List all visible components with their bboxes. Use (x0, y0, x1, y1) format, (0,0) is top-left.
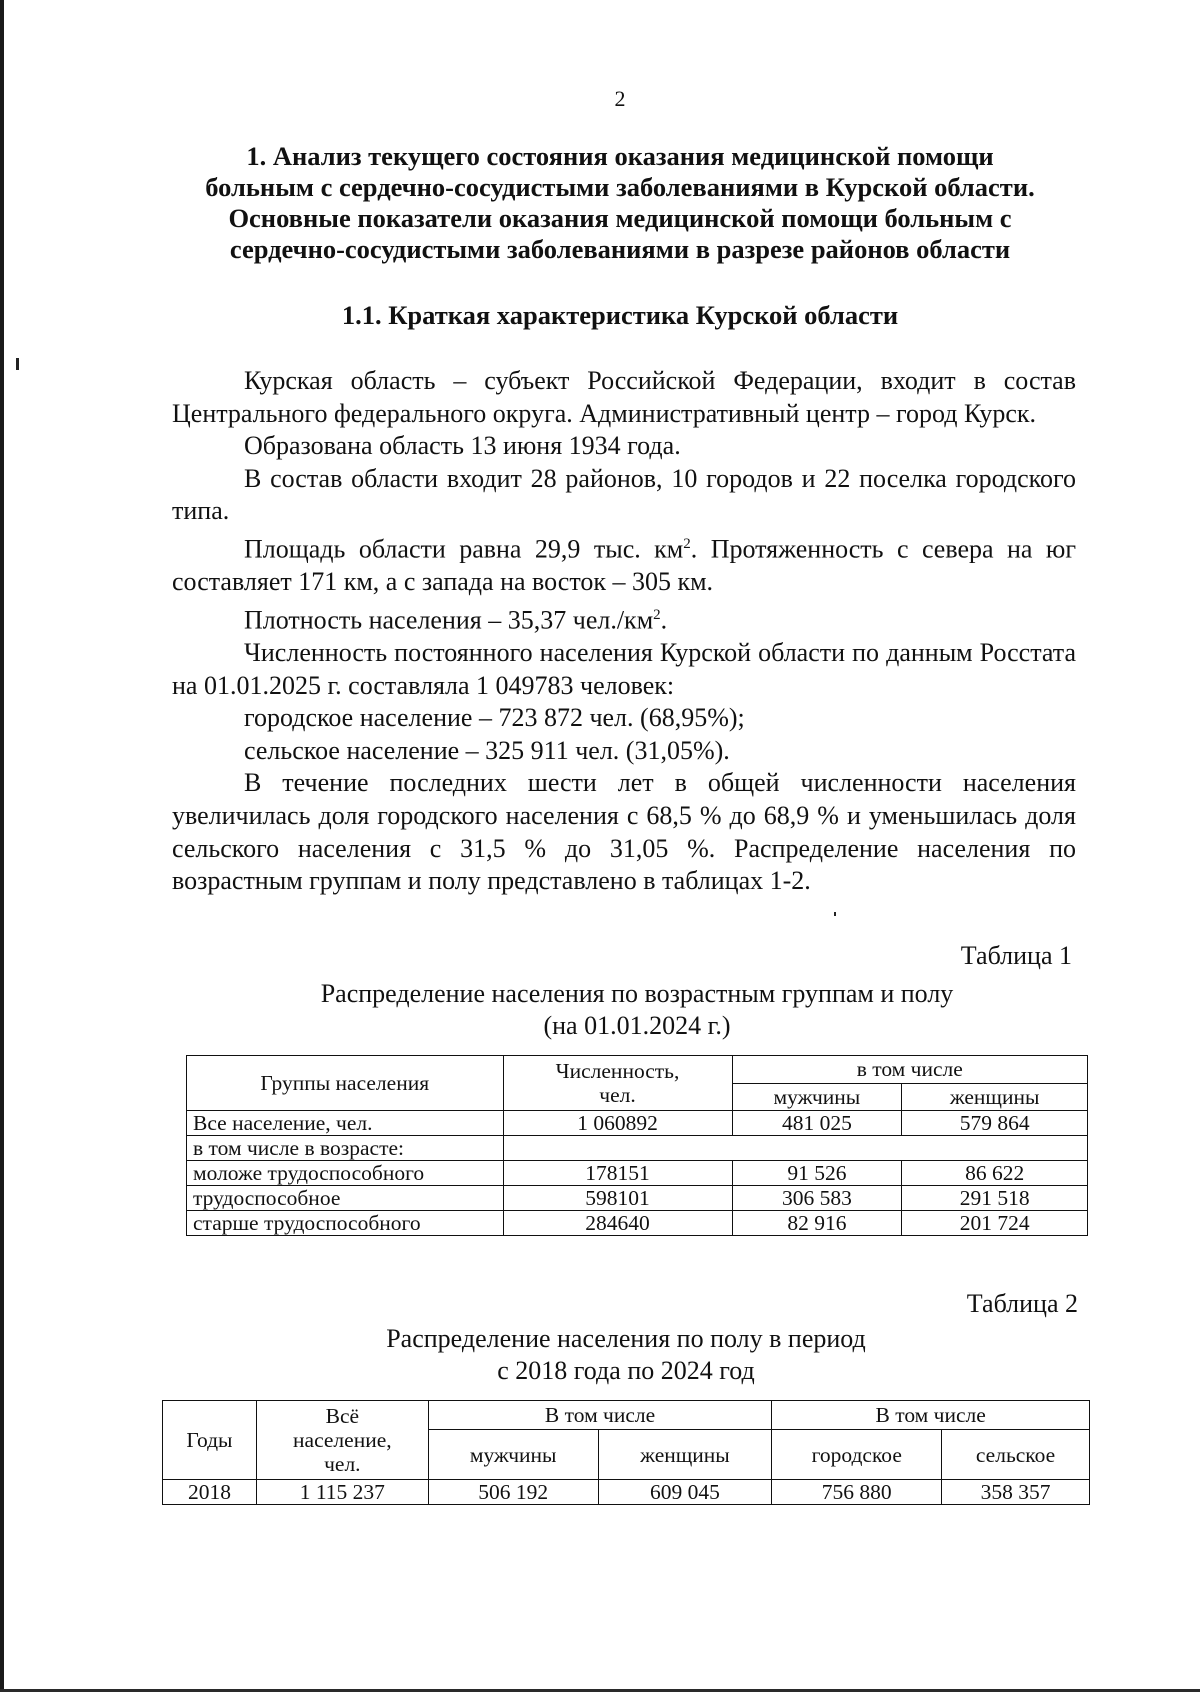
table1-title-line: (на 01.01.2024 г.) (543, 1011, 731, 1040)
paragraph-part: . (660, 605, 668, 635)
table-cell: 86 622 (902, 1161, 1088, 1186)
section-heading (150, 141, 1090, 265)
superscript: 2 (653, 606, 661, 623)
table-cell: 1 115 237 (256, 1480, 428, 1505)
table-row (187, 1186, 1088, 1211)
table1 (186, 1055, 1088, 1236)
superscript: 2 (683, 535, 691, 552)
table-row (187, 1136, 1088, 1161)
paragraph-part: Площадь области равна 29,9 тыс. км (244, 534, 684, 564)
table-row (187, 1111, 1088, 1136)
paragraph (172, 599, 1076, 637)
paragraph: Численность постоянного населения Курской области по данным Росстата на 01.01.2025 г. составляла 1 049783 человек: (172, 638, 1076, 700)
paragraph: городское население – 723 872 чел. (68,95%); (244, 703, 745, 733)
paragraph: Курская область – субъект Российской Федерации, входит в состав Центрального федерального округа. Административный центр – город Курск. (172, 366, 1076, 428)
table-row (187, 1211, 1088, 1236)
table2 (162, 1400, 1090, 1505)
table1-title-line: Распределение населения по возрастным группам и полу (320, 979, 954, 1008)
paragraph: В течение последних шести лет в общей численности населения увеличилась доля городского населения с 68,5 % до 68,9 % и уменьшилась доля сельского населения с 31,5 % до 31,05 %. Распределение населения по возрастным группам и полу представлено в таблицах 1-2. (172, 768, 1076, 896)
paragraph-part: Плотность населения – 35,37 чел./км (244, 605, 654, 635)
paragraph: Образована область 13 июня 1934 года. (244, 431, 681, 461)
header-cell: Годы (163, 1401, 257, 1480)
paragraph-part: . Протяженность с севера на юг составляет 171 км, а с запада на восток – 305 км. (172, 534, 1076, 597)
table-cell: в том числе в возрасте: (187, 1136, 504, 1161)
table-cell: 306 583 (732, 1186, 902, 1211)
table-cell: 506 192 (428, 1480, 598, 1505)
header-cell: Группы населения (187, 1056, 504, 1111)
table2-label: Таблица 2 (966, 1289, 1078, 1318)
header-cell: Всё население, чел. (256, 1401, 428, 1480)
header-cell: городское (772, 1430, 942, 1480)
scan-speck (16, 358, 19, 370)
table-cell: моложе трудоспособного (187, 1161, 504, 1186)
heading-line: сердечно-сосудистыми заболеваниями в разрезе районов области (229, 234, 1011, 264)
table-header-row (187, 1056, 1088, 1084)
paragraph (172, 528, 1076, 599)
body-text (172, 365, 1076, 898)
table-cell: 1 060892 (503, 1111, 732, 1136)
table-row (187, 1161, 1088, 1186)
table-cell: 598101 (503, 1186, 732, 1211)
table2-title (162, 1323, 1090, 1387)
header-cell: женщины (902, 1083, 1088, 1111)
header-cell: Численность, чел. (503, 1056, 732, 1111)
header-cell: женщины (598, 1430, 772, 1480)
heading-line: Основные показатели оказания медицинской помощи больным с (228, 203, 1012, 233)
table-cell (503, 1136, 1087, 1161)
table-cell: 358 357 (942, 1480, 1090, 1505)
table-header-row (163, 1401, 1090, 1430)
header-cell: мужчины (428, 1430, 598, 1480)
table-cell: 291 518 (902, 1186, 1088, 1211)
header-cell: сельское (942, 1430, 1090, 1480)
table-cell: 2018 (163, 1480, 257, 1505)
header-cell: мужчины (732, 1083, 902, 1111)
header-cell: В том числе (428, 1401, 772, 1430)
table-cell: Все население, чел. (187, 1111, 504, 1136)
paragraph: В состав области входит 28 районов, 10 городов и 22 поселка городского типа. (172, 463, 1076, 526)
table-cell: 82 916 (732, 1211, 902, 1236)
table1-title (186, 978, 1088, 1042)
table1-label: Таблица 1 (960, 941, 1072, 970)
subsection-heading: 1.1. Краткая характеристика Курской области (341, 300, 899, 330)
heading-line: 1. Анализ текущего состояния оказания медицинской помощи (246, 141, 994, 171)
header-cell: в том числе (732, 1056, 1088, 1084)
scan-left-edge (0, 0, 4, 1692)
table-cell: 201 724 (902, 1211, 1088, 1236)
table-cell: 579 864 (902, 1111, 1088, 1136)
table-row (163, 1480, 1090, 1505)
heading-line: больным с сердечно-сосудистыми заболеваниями в Курской области. (205, 172, 1035, 202)
table-cell: 756 880 (772, 1480, 942, 1505)
table-cell: 609 045 (598, 1480, 772, 1505)
header-cell: В том числе (772, 1401, 1090, 1430)
page-number: 2 (614, 86, 626, 111)
paragraph: сельское население – 325 911 чел. (31,05%). (244, 735, 730, 765)
table-cell: трудоспособное (187, 1186, 504, 1211)
table2-title-line: Распределение населения по полу в период (386, 1324, 866, 1353)
table-cell: 91 526 (732, 1161, 902, 1186)
table-cell: 178151 (503, 1161, 732, 1186)
table-cell: старше трудоспособного (187, 1211, 504, 1236)
table-cell: 481 025 (732, 1111, 902, 1136)
table2-title-line: с 2018 года по 2024 год (497, 1356, 755, 1385)
scan-speck (834, 912, 836, 916)
table-cell: 284640 (503, 1211, 732, 1236)
